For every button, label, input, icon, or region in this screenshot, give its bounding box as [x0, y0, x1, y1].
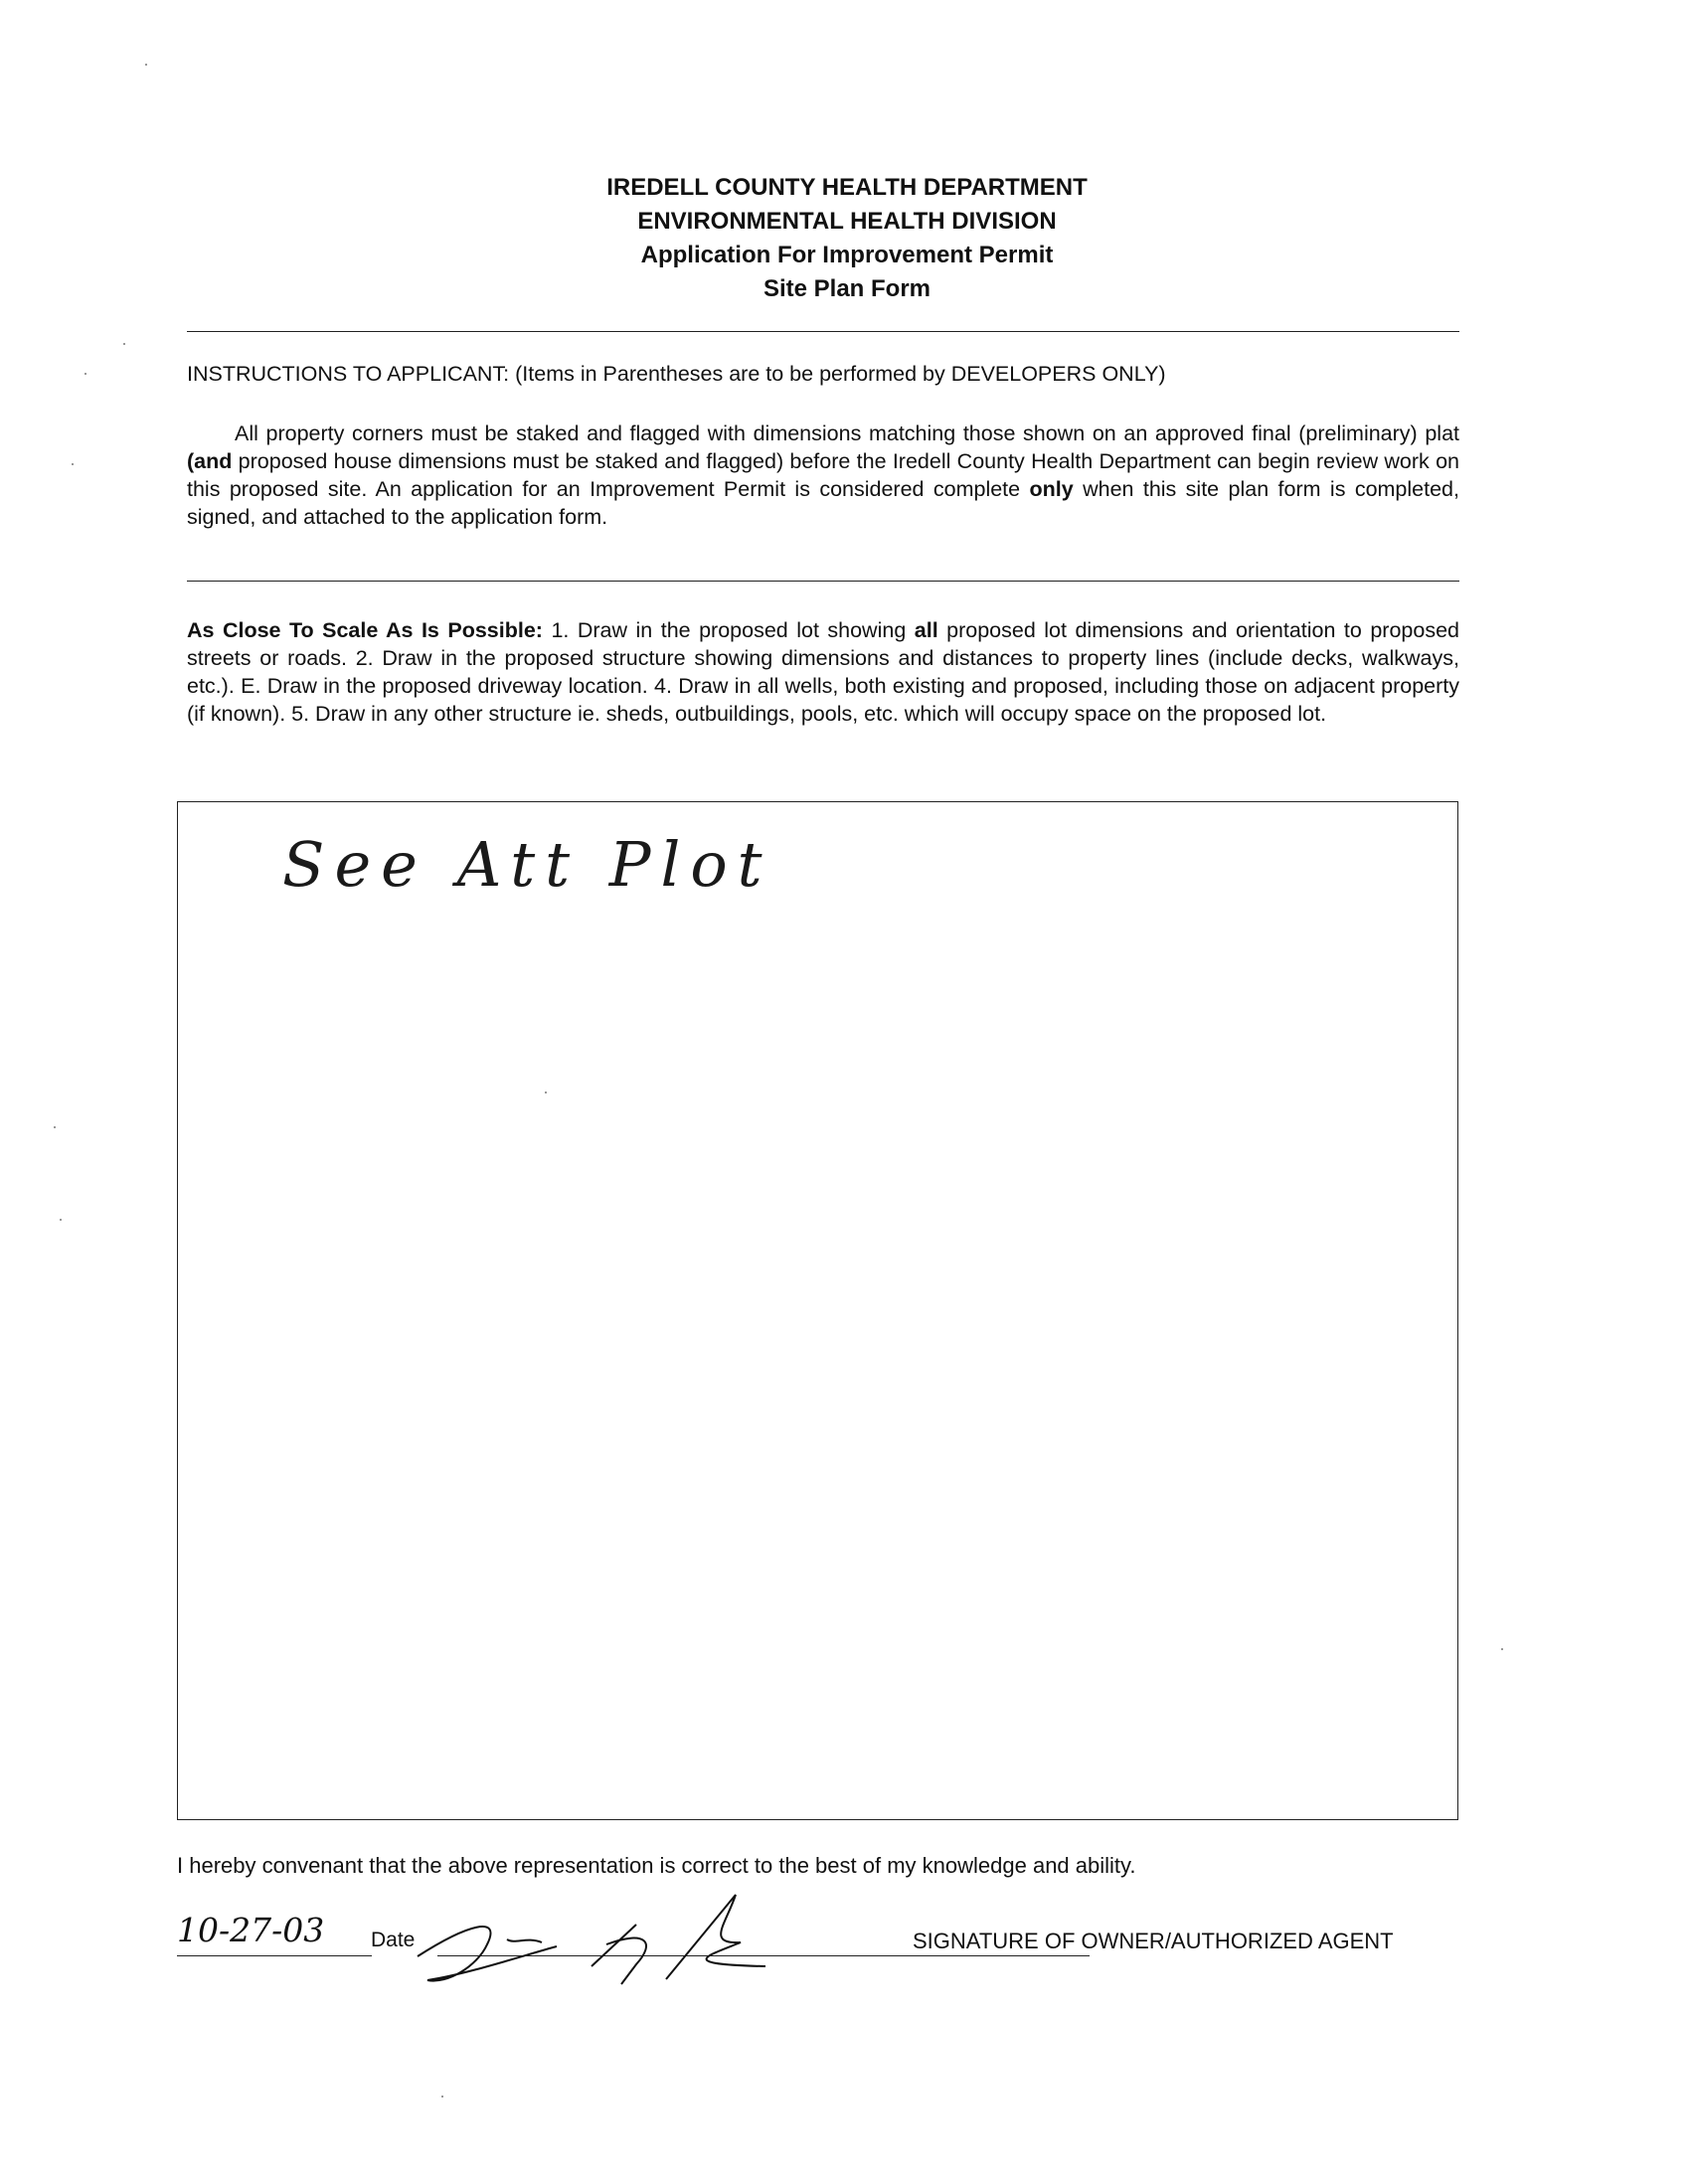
- handwritten-note: See Att Plot: [282, 828, 772, 901]
- top-divider: [187, 331, 1459, 332]
- date-underline: [177, 1955, 372, 1956]
- header-application-title: Application For Improvement Permit: [640, 242, 1054, 268]
- header-form-title: Site Plan Form: [762, 275, 932, 302]
- date-value: 10-27-03: [177, 1911, 325, 1949]
- signature-scribble: [408, 1885, 795, 2004]
- instructions-paragraph: All property corners must be staked and flagged with dimensions matching those shown on an approved final (preliminary) plat (and proposed house dimensions must be staked and flagged) before the Iredell County Health Department can begin review work on this proposed site. An application for an Improvement Permit is considered complete only when this site plan form is completed, signed, and attached to the application form.: [187, 421, 1459, 529]
- signature-row: [177, 1911, 1461, 1980]
- covenant-statement: I hereby convenant that the above representation is correct to the best of my knowledge and ability.: [177, 1853, 1136, 1878]
- signature-label: SIGNATURE OF OWNER/AUTHORIZED AGENT: [913, 1929, 1394, 1953]
- middle-divider: [187, 581, 1459, 582]
- header-department: IREDELL COUNTY HEALTH DEPARTMENT: [606, 174, 1088, 201]
- site-plan-drawing-area[interactable]: [177, 801, 1458, 1820]
- instructions-heading: INSTRUCTIONS TO APPLICANT: (Items in Parentheses are to be performed by DEVELOPERS ONLY): [187, 362, 1166, 386]
- form-header: [0, 171, 1694, 306]
- scale-instructions-paragraph: As Close To Scale As Is Possible: 1. Draw in the proposed lot showing all proposed lot dimensions and orientation to proposed streets or roads. 2. Draw in the proposed structure showing dimensions and distances to property lines (include decks, walkways, etc.). E. Draw in the proposed driveway location. 4. Draw in all wells, both existing and proposed, including those on adjacent property (if known). 5. Draw in any other structure ie. sheds, outbuildings, pools, etc. which will occupy space on the proposed lot.: [187, 618, 1459, 726]
- header-division: ENVIRONMENTAL HEALTH DIVISION: [637, 208, 1057, 235]
- date-label: Date: [371, 1929, 416, 1951]
